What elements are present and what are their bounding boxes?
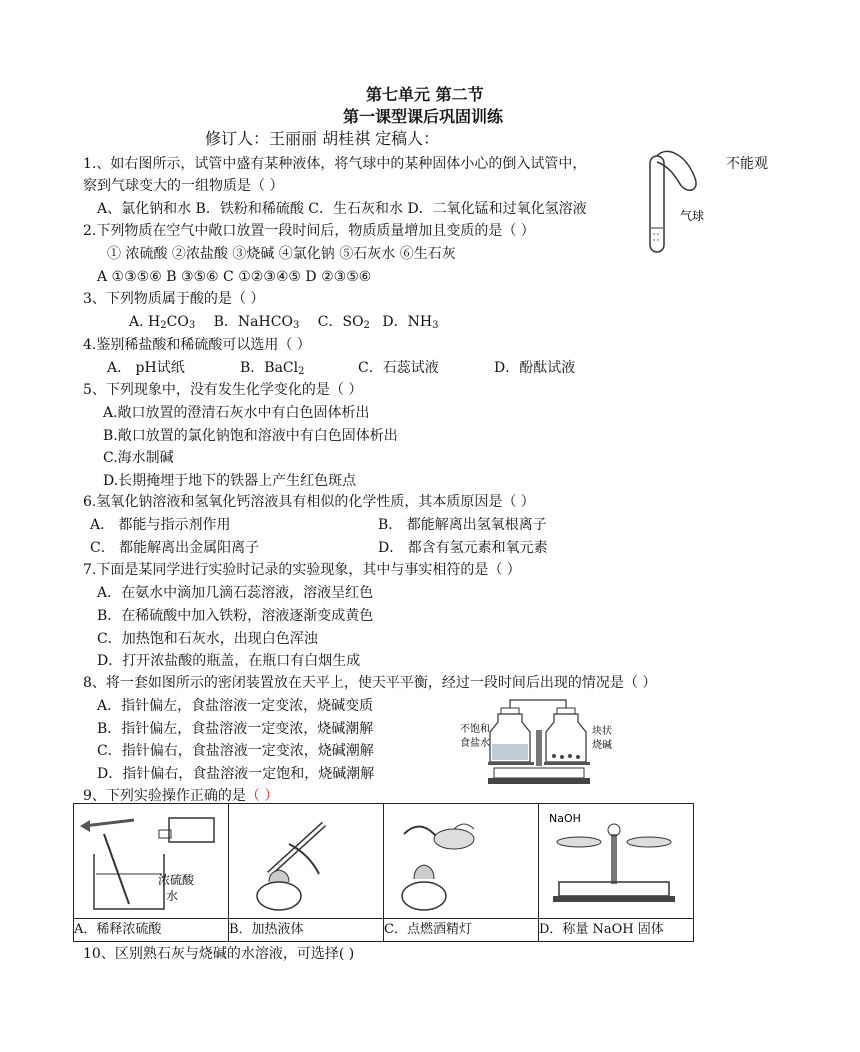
label-naoh: NaOH [549, 812, 581, 825]
q2-stem: 2.下列物质在空气中敞口放置一段时间后，物质质量增加且变质的是（ ） [83, 223, 535, 239]
q9-cell-a-image [74, 804, 229, 919]
q9-cell-c-image [384, 804, 539, 919]
q9-cell-b-image [229, 804, 384, 919]
q6-opt-d: D． 都含有氢元素和氧元素 [378, 540, 548, 556]
label-conc-acid: 浓硫酸 [158, 873, 195, 887]
q7-opt-c: C．加热饱和石灰水，出现白色浑浊 [97, 631, 318, 647]
q10-stem: 10、区别熟石灰与烧碱的水溶液，可选择( ) [83, 946, 355, 962]
q3-options [129, 313, 438, 331]
q9-options-table [73, 803, 694, 942]
q8-opt-c: C．指针偏右，食盐溶液一定变浓，烧碱潮解 [97, 743, 374, 759]
editors-line: 修订人：王丽丽 胡桂祺 定稿人： [205, 129, 440, 148]
q3-opt-c-sub: 2 [363, 320, 370, 331]
q3-opt-d: D．NH [382, 314, 433, 330]
q9-caption-a: A．稀释浓硫酸 [74, 919, 229, 942]
q5-opt-a: A.敞口放置的澄清石灰水中有白色固体析出 [103, 405, 370, 421]
fig-label-lump: 块状 [592, 726, 612, 737]
q9-cell-d-image [539, 804, 694, 919]
q1-line1-tail: 不能观 [726, 156, 768, 172]
q9-paren: （ ） [245, 788, 279, 804]
test-tube-balloon-figure [640, 148, 720, 258]
q9-caption-b: B．加热液体 [229, 919, 384, 942]
q8-opt-a: A．指针偏左，食盐溶液一定变浓，烧碱变质 [97, 698, 374, 714]
q4-opt-b-sub: 2 [298, 366, 305, 377]
q1-options: A、氯化钠和水 B．铁粉和稀硫酸 C．生石灰和水 D．二氧化锰和过氧化氢溶液 [97, 201, 587, 217]
label-water: 水 [166, 889, 179, 903]
q1-line1: 1.、如右图所示，试管中盛有某种液体，将气球中的某种固体小心的倒入试管中， [83, 156, 587, 172]
q5-stem: 5、下列现象中，没有发生化学变化的是（ ） [83, 382, 363, 398]
q4-stem: 4.鉴别稀盐酸和稀硫酸可以选用（ ） [83, 337, 311, 353]
q6-opt-c: C． 都能解离出金属阳离子 [90, 540, 260, 556]
q3-opt-a-sub2: 3 [188, 320, 196, 331]
q3-opt-b-sub: 3 [292, 320, 300, 331]
fig-label-unsaturated: 不饱和 [460, 724, 490, 735]
q2-options: A ①③⑤⑥ B ③⑤⑥ C ①②③④⑤ D ②③⑤⑥ [97, 269, 372, 285]
q3-opt-a: A. H [129, 314, 161, 330]
q4-opt-c: C．石蕊试液 [358, 360, 439, 376]
q9-caption-c: C．点燃酒精灯 [384, 919, 539, 942]
q4-opt-a: A． pH试纸 [107, 360, 185, 376]
q3-opt-a-mid: CO [166, 314, 189, 330]
q4-opt-d: D．酚酞试液 [494, 360, 576, 376]
q3-stem: 3、下列物质属于酸的是（ ） [83, 291, 265, 307]
q3-opt-d-sub: 3 [432, 320, 439, 331]
q7-opt-d: D．打开浓盐酸的瓶盖，在瓶口有白烟生成 [97, 653, 361, 669]
q6-opt-a: A． 都能与指示剂作用 [90, 517, 231, 533]
fig-label-naoh: 烧碱 [592, 740, 612, 751]
q3-opt-a-sub1: 2 [160, 320, 167, 331]
q6-stem: 6.氢氧化钠溶液和氢氧化钙溶液具有相似的化学性质，其本质原因是（ ） [83, 494, 535, 510]
q5-opt-b: B.敞口放置的氯化钠饱和溶液中有白色固体析出 [103, 428, 398, 444]
q8-opt-d: D．指针偏右，食盐溶液一定饱和，烧碱潮解 [97, 766, 375, 782]
q9-caption-d: D．称量 NaOH 固体 [539, 919, 694, 942]
q5-opt-c: C.海水制碱 [103, 450, 174, 466]
q2-items: ① 浓硫酸 ②浓盐酸 ③烧碱 ④氯化钠 ⑤石灰水 ⑥生石灰 [107, 246, 456, 262]
page-title: 第一课型课后巩固训练 [343, 107, 504, 126]
q7-stem: 7.下面是某同学进行实验时记录的实验现象，其中与事实相符的是（ ） [83, 562, 521, 578]
balance-apparatus-figure [458, 694, 618, 790]
fig-label-saltwater: 食盐水 [460, 738, 490, 749]
balloon-label: 气球 [680, 209, 705, 223]
q9-stem-text: 9、下列实验操作正确的是 [83, 788, 246, 804]
q7-opt-a: A．在氨水中滴加几滴石蕊溶液，溶液呈红色 [97, 585, 374, 601]
q8-stem: 8、将一套如图所示的密闭装置放在天平上，使天平平衡，经过一段时间后出现的情况是（ ） [83, 675, 657, 691]
q7-opt-b: B．在稀硫酸中加入铁粉，溶液逐渐变成黄色 [97, 608, 374, 624]
q5-opt-d: D.长期掩埋于地下的铁器上产生红色斑点 [103, 473, 357, 489]
q3-opt-b: B．NaHCO [213, 314, 293, 330]
q3-opt-c: C．SO [317, 314, 364, 330]
unit-heading: 第七单元 第二节 [366, 85, 484, 104]
q6-opt-b: B． 都能解离出氢氧根离子 [378, 517, 547, 533]
q8-opt-b: B．指针偏左，食盐溶液一定变浓，烧碱潮解 [97, 721, 374, 737]
q1-line2: 察到气球变大的一组物质是（ ） [83, 178, 284, 194]
q4-opt-b-text: B．BaCl [240, 360, 299, 376]
q4-opt-b [240, 359, 305, 377]
